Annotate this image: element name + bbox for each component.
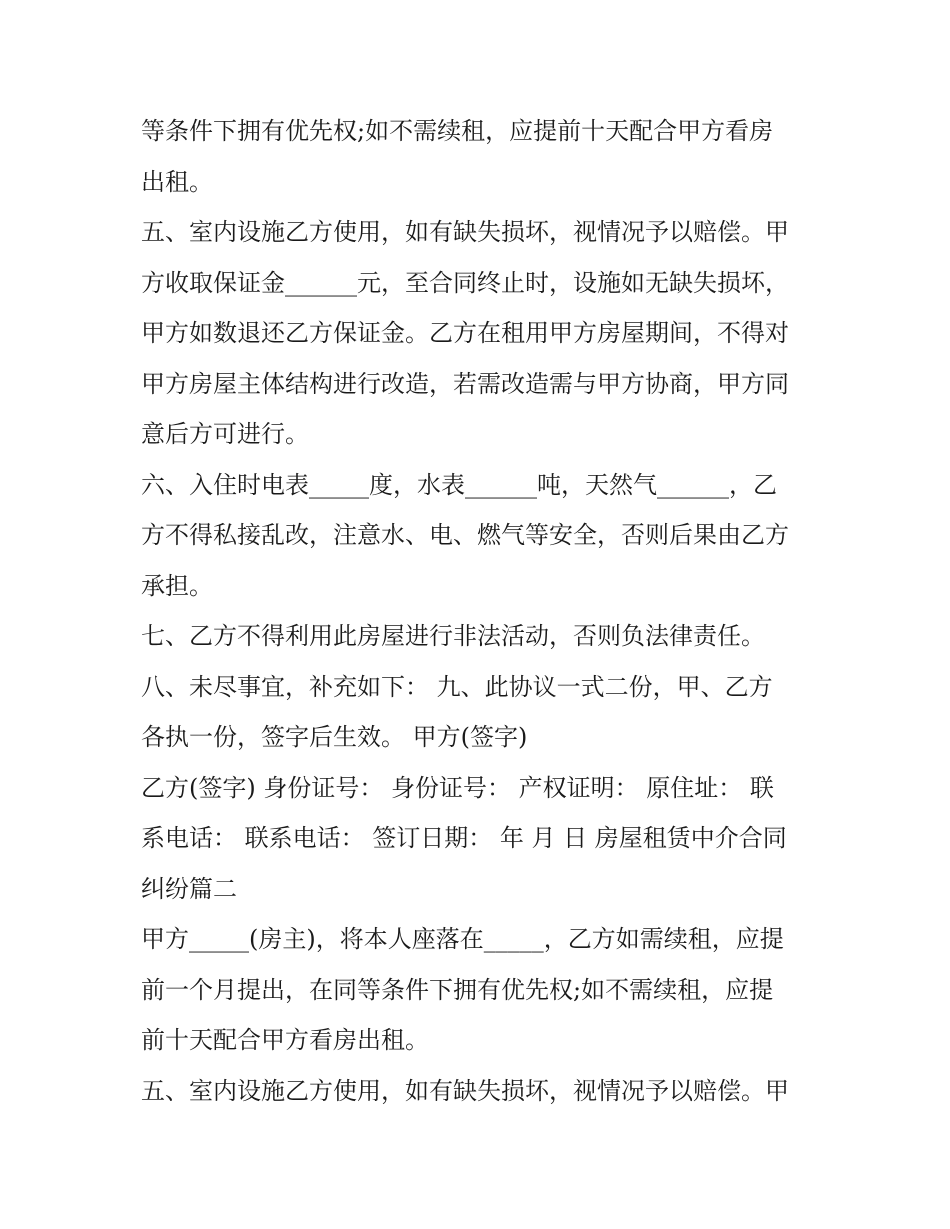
text-line: 等条件下拥有优先权;如不需续租，应提前十天配合甲方看房 [141,117,774,145]
text-line: 前一个月提出，在同等条件下拥有优先权;如不需续租，应提 [141,975,774,1004]
text-line: 前十天配合甲方看房出租。 [141,1026,429,1054]
text-line: 甲方_____(房主)，将本人座落在_____，乙方如需续租，应提 [141,925,784,953]
text-line: 方不得私接乱改，注意水、电、燃气等安全，否则后果由乙方 [141,521,789,549]
text-line: 乙方(签字) 身份证号： 身份证号： 产权证明： 原住址： 联 [141,773,774,802]
text-line: 出租。 [141,167,213,196]
text-line: 甲方房屋主体结构进行改造，若需改造需与甲方协商，甲方同 [141,369,789,398]
text-line: 系电话： 联系电话： 签订日期： 年 月 日 房屋租赁中介合同 [141,824,787,852]
document-body [141,106,821,1116]
text-line: 七、乙方不得利用此房屋进行非法活动，否则负法律责任。 [141,622,765,650]
text-line: 方收取保证金______元，至合同终止时，设施如无缺失损坏， [141,268,789,297]
text-line: 八、未尽事宜，补充如下： 九、此协议一式二份，甲、乙方 [141,672,773,701]
text-line: 五、室内设施乙方使用，如有缺失损坏，视情况予以赔偿。甲 [141,1076,789,1105]
text-line: 五、室内设施乙方使用，如有缺失损坏，视情况予以赔偿。甲 [141,218,789,246]
text-line: 各执一份，签字后生效。 甲方(签字) [141,723,528,751]
text-line: 纠纷篇二 [141,874,237,903]
text-line: 六、入住时电表_____度，水表______吨，天然气______，乙 [141,470,777,499]
text-line: 意后方可进行。 [141,420,309,448]
text-line: 承担。 [141,571,213,600]
text-line: 甲方如数退还乙方保证金。乙方在租用甲方房屋期间，不得对 [141,319,789,347]
